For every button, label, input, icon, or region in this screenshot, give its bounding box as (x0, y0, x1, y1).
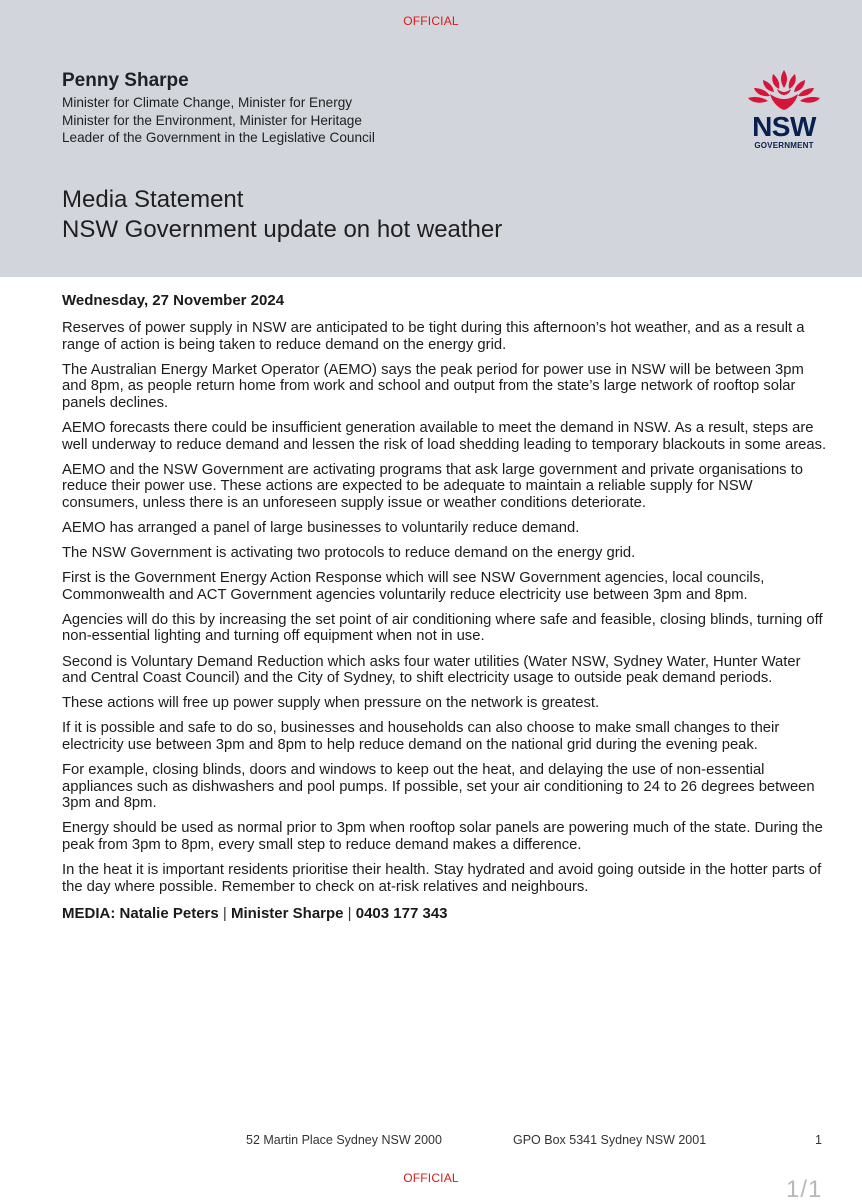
separator: | (222, 904, 227, 922)
waratah-icon (740, 68, 828, 114)
body-paragraph: First is the Government Energy Action Response which will see NSW Government agencies, local councils, Commonwealth and ACT Government agencies voluntarily reduce electricity use between 3pm and 8pm. (62, 570, 765, 603)
body-paragraph: In the heat it is important residents prioritise their health. Stay hydrated and avoid going outside in the hotter parts of the day where possible. Remember to check on at-risk relatives and neighbours. (62, 861, 822, 895)
logo-subtext: GOVERNMENT (754, 141, 814, 150)
letterhead-banner (0, 0, 862, 277)
body-paragraph: For example, closing blinds, doors and windows to keep out the heat, and delaying the use of non-essential appliances such as dishwashers and pool pumps. If possible, set your air conditioning to 24 to 26 degrees between 3pm and 8pm. (62, 761, 815, 812)
body-paragraph: Reserves of power supply in NSW are anticipated to be tight during this afternoon’s hot weather, and as a result a range of action is being taken to reduce demand on the energy grid. (62, 320, 805, 353)
minister-block (62, 70, 375, 147)
minister-role: Minister for the Environment, Minister for Heritage (62, 112, 362, 128)
body-paragraph: The Australian Energy Market Operator (AEMO) says the peak period for power use in NSW will be between 3pm and 8pm, as people return home from work and school and output from the state’s large network of rooftop solar panels declines. (62, 361, 804, 411)
media-contact-office: Minister Sharpe (230, 904, 344, 922)
body-paragraph: These actions will free up power supply when pressure on the network is greatest. (62, 695, 600, 712)
body-paragraph: AEMO has arranged a panel of large businesses to voluntarily reduce demand. (62, 519, 580, 536)
body-paragraph: If it is possible and safe to do so, businesses and households can also choose to make small changes to their electricity use between 3pm and 8pm to help reduce demand on the national grid during the evening peak. (62, 720, 780, 753)
classification-label-bottom: OFFICIAL (403, 1171, 459, 1185)
footer-street-address: 52 Martin Place Sydney NSW 2000 (246, 1133, 442, 1147)
body-paragraph: Second is Voluntary Demand Reduction which asks four water utilities (Water NSW, Sydney Water, Hunter Water and Central Coast Council) and the City of Sydney, to shift electricity usage to outside peak demand periods. (62, 653, 801, 687)
media-contact-phone: 0403 177 343 (355, 904, 448, 922)
body-paragraph: AEMO and the NSW Government are activating programs that ask large government and private organisations to reduce their power use. These actions are expected to be adequate to maintain a reliable supply for NSW consumers, unless there is an unforeseen supply issue or weather conditions deteriorate. (62, 461, 804, 511)
body-paragraph: The NSW Government is activating two protocols to reduce demand on the energy grid. (62, 545, 636, 562)
minister-name: Penny Sharpe (62, 70, 189, 91)
page-indicator: 1/1 (786, 1176, 823, 1200)
statement-date: Wednesday, 27 November 2024 (62, 292, 285, 309)
statement-body (62, 291, 827, 923)
minister-role: Minister for Climate Change, Minister for Energy (62, 95, 353, 110)
body-paragraph: AEMO forecasts there could be insufficient generation available to meet the demand in NSW. As a result, steps are well underway to reduce demand and lessen the risk of load shedding leading to temporary blackouts in some areas. (62, 419, 827, 453)
minister-role: Leader of the Government in the Legislative Council (62, 130, 375, 145)
statement-title: Media Statement (62, 186, 244, 213)
body-paragraph: Energy should be used as normal prior to 3pm when rooftop solar panels are powering much of the state. During the peak from 3pm to 8pm, every small step to reduce demand makes a difference. (62, 820, 823, 853)
media-contact-line (62, 904, 827, 923)
footer-page-number: 1 (815, 1133, 822, 1147)
separator: | (347, 904, 352, 922)
footer-postal-address: GPO Box 5341 Sydney NSW 2001 (513, 1133, 707, 1147)
body-paragraph: Agencies will do this by increasing the set point of air conditioning where safe and feasible, closing blinds, turning off non-essential lighting and turning off equipment when not in use. (62, 611, 823, 645)
media-contact-name: MEDIA: Natalie Peters (62, 904, 219, 922)
statement-subtitle: NSW Government update on hot weather (62, 216, 503, 243)
nsw-government-logo (740, 68, 828, 158)
classification-label-top: OFFICIAL (403, 14, 459, 28)
logo-wordmark: NSW (752, 111, 816, 142)
